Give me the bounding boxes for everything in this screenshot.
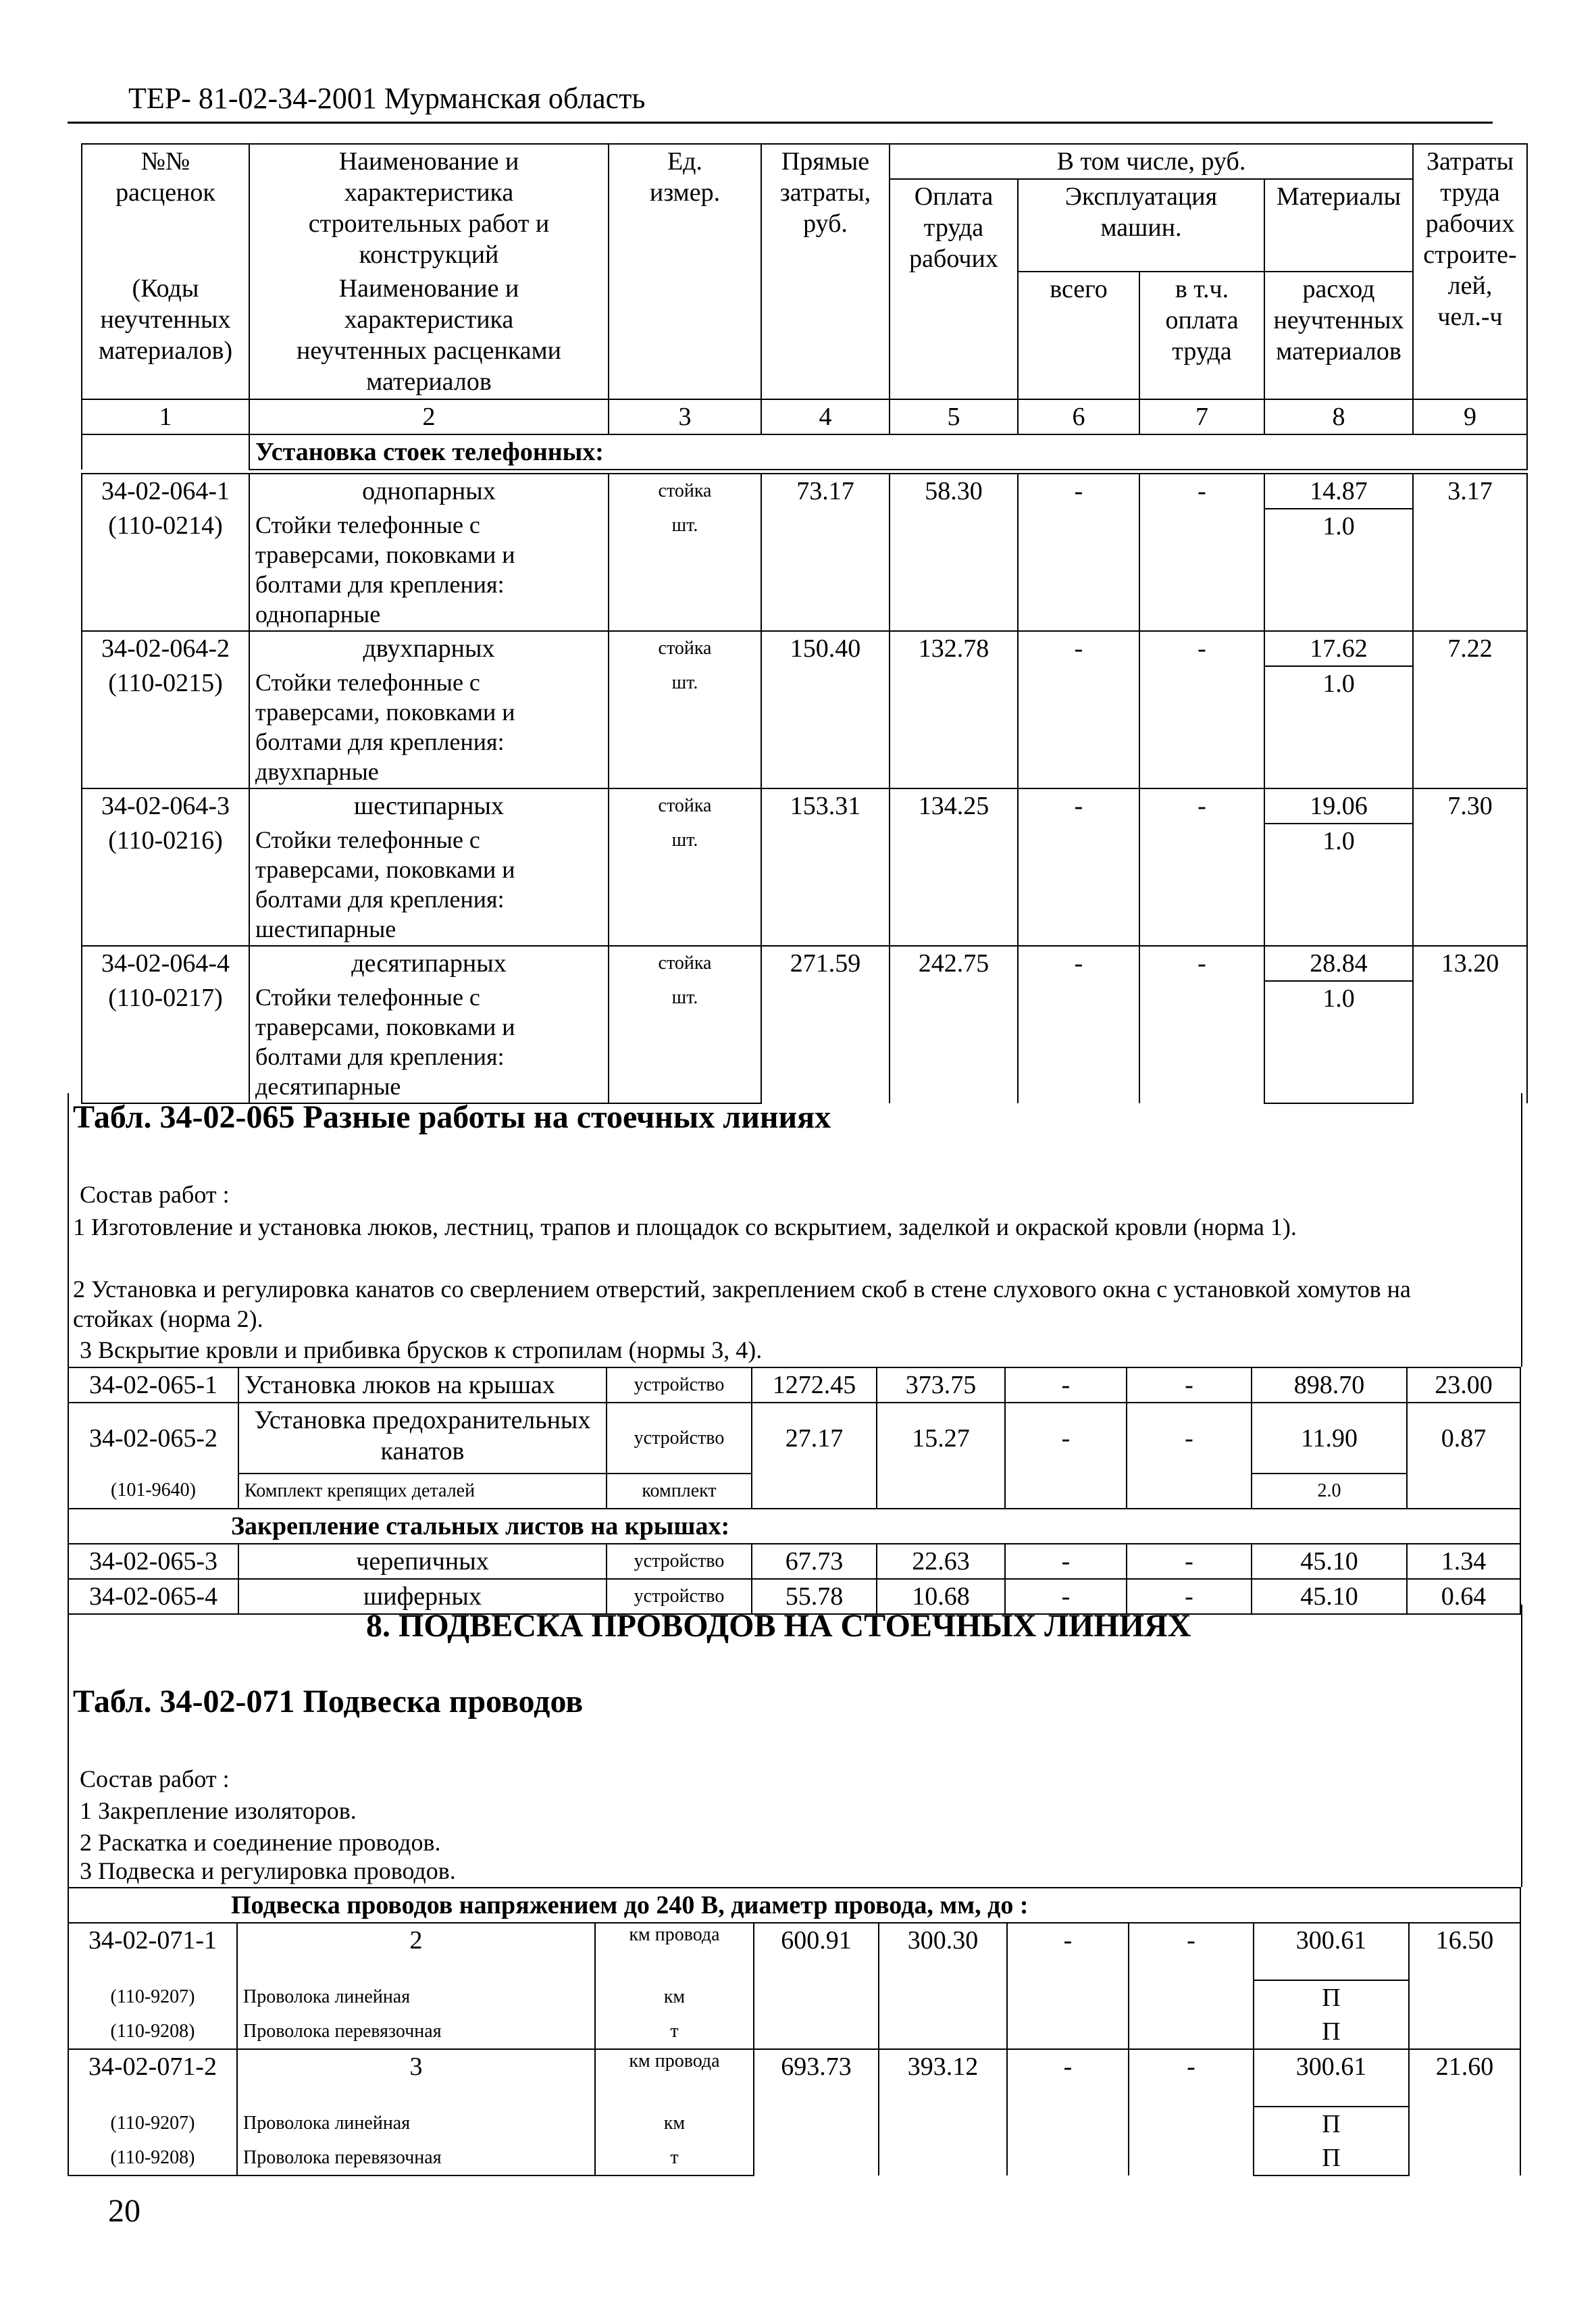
composition-label-065: Состав работ : [80, 1181, 230, 1208]
hdr-hours: Затраты труда рабочих строите- лей, чел.-ч [1413, 144, 1527, 399]
composition-item: 1 Изготовление и установка люков, лестниц, трапов и площадок со вскрытием, заделкой и окраской кровли (норма 1). [73, 1213, 1297, 1240]
composition-label-071: Состав работ : [80, 1765, 230, 1792]
page-number: 20 [108, 2193, 140, 2229]
hdr-direct: Прямые затраты, руб. [761, 144, 890, 399]
hdr-machines: Эксплуатация машин. [1018, 179, 1264, 272]
table-row: 34-02-064-4 десятипарных стойка 271.59 242.75 - - 28.84 13.20 [82, 946, 1527, 981]
table-071-title: Табл. 34-02-071 Подвеска проводов [73, 1684, 584, 1719]
header-rule [68, 122, 1493, 124]
hdr-incl: В том числе, руб. [890, 144, 1413, 179]
composition-item: 3 Подвеска и регулировка проводов. [80, 1857, 456, 1884]
material-row: (101-9640) Комплект крепящих деталей комплект 2.0 [68, 1474, 1520, 1509]
material-row: (110-0217) Стойки телефонные с траверсами, поковками и болтами для крепления: десятипарные шт. 1.0 [82, 981, 1527, 1103]
material-row: (110-9207) Проволока линейная км П [68, 1980, 1520, 2015]
table-row: 34-02-064-2 двухпарных стойка 150.40 132.78 - - 17.62 7.22 [82, 631, 1527, 666]
hdr-code: №№ расценок [82, 144, 249, 272]
hdr-unit: Ед. измер. [609, 144, 761, 399]
table-065 [68, 1367, 1521, 1615]
rates-table-064 [81, 143, 1528, 470]
composition-item: 3 Вскрытие кровли и прибивка брусков к стропилам (нормы 3, 4). [80, 1336, 763, 1363]
composition-item: 2 Раскатка и соединение проводов. [80, 1829, 441, 1856]
composition-item: 1 Закрепление изоляторов. [80, 1797, 357, 1824]
hdr-mach-total: всего [1018, 272, 1139, 399]
page-header-title: ТЕР- 81-02-34-2001 Мурманская область [128, 82, 646, 115]
table-row: 34-02-065-2 Установка предохранительных канатов устройство 27.17 15.27 - - 11.90 0.87 [68, 1403, 1520, 1474]
table-071 [68, 1887, 1521, 2176]
table-row: 34-02-071-1 2 км провода 600.91 300.30 - - 300.61 16.50 [68, 1923, 1520, 1980]
composition-item: 2 Установка и регулировка канатов со сверлением отверстий, закреплением скоб в стене слухового окна с установкой хомутов на стойках (норма 2). [73, 1276, 1411, 1332]
material-row: (110-9208) Проволока перевязочная т П [68, 2141, 1520, 2175]
section-8-title: 8. ПОДВЕСКА ПРОВОДОВ НА СТОЕЧНЫХ ЛИНИЯХ [366, 1608, 1191, 1644]
hdr-materials: Материалы [1264, 179, 1413, 272]
material-row: (110-0214) Стойки телефонные с траверсами, поковками и болтами для крепления: однопарные шт. 1.0 [82, 509, 1527, 631]
material-row: (110-9207) Проволока линейная км П [68, 2107, 1520, 2141]
hdr-code-materials: (Коды неучтенных материалов) [82, 272, 249, 399]
section-title-064: Установка стоек телефонных: [249, 434, 1527, 470]
material-row: (110-9208) Проволока перевязочная т П [68, 2015, 1520, 2049]
hdr-mat-usage: расход неучтенных материалов [1264, 272, 1413, 399]
material-row: (110-0216) Стойки телефонные с траверсами, поковками и болтами для крепления: шестипарные шт. 1.0 [82, 824, 1527, 946]
table-row: 34-02-065-3 черепичных устройство 67.73 22.63 - - 45.10 1.34 [68, 1544, 1520, 1579]
table-065-intro [68, 1093, 1522, 1367]
table-row: 34-02-065-1 Установка люков на крышах устройство 1272.45 373.75 - - 898.70 23.00 [68, 1367, 1520, 1403]
subtitle-065: Закрепление стальных листов на крышах: [68, 1509, 1520, 1544]
table-row: 34-02-065-4 шиферных устройство 55.78 10.68 - - 45.10 0.64 [68, 1579, 1520, 1614]
column-numbers-row: 1 2 3 4 5 6 7 8 9 [82, 399, 1527, 434]
hdr-name: Наименование и характеристика строительных работ и конструкций [249, 144, 609, 272]
hdr-labor: Оплата труда рабочих [890, 179, 1018, 399]
rows-064 [81, 473, 1528, 1104]
hdr-name-materials: Наименование и характеристика неучтенных расценками материалов [249, 272, 609, 399]
table-row: 34-02-064-1 однопарных стойка 73.17 58.30 - - 14.87 3.17 [82, 474, 1527, 509]
table-row: 34-02-064-3 шестипарных стойка 153.31 134.25 - - 19.06 7.30 [82, 788, 1527, 824]
hdr-mach-labor: в т.ч. оплата труда [1139, 272, 1264, 399]
subtitle-071: Подвеска проводов напряжением до 240 В, диаметр провода, мм, до : [68, 1888, 1520, 1923]
section-8-block [68, 1605, 1522, 1887]
table-065-title: Табл. 34-02-065 Разные работы на стоечных линиях [73, 1099, 831, 1135]
table-row: 34-02-071-2 3 км провода 693.73 393.12 - - 300.61 21.60 [68, 2049, 1520, 2107]
material-row: (110-0215) Стойки телефонные с траверсами, поковками и болтами для крепления: двухпарные шт. 1.0 [82, 666, 1527, 788]
